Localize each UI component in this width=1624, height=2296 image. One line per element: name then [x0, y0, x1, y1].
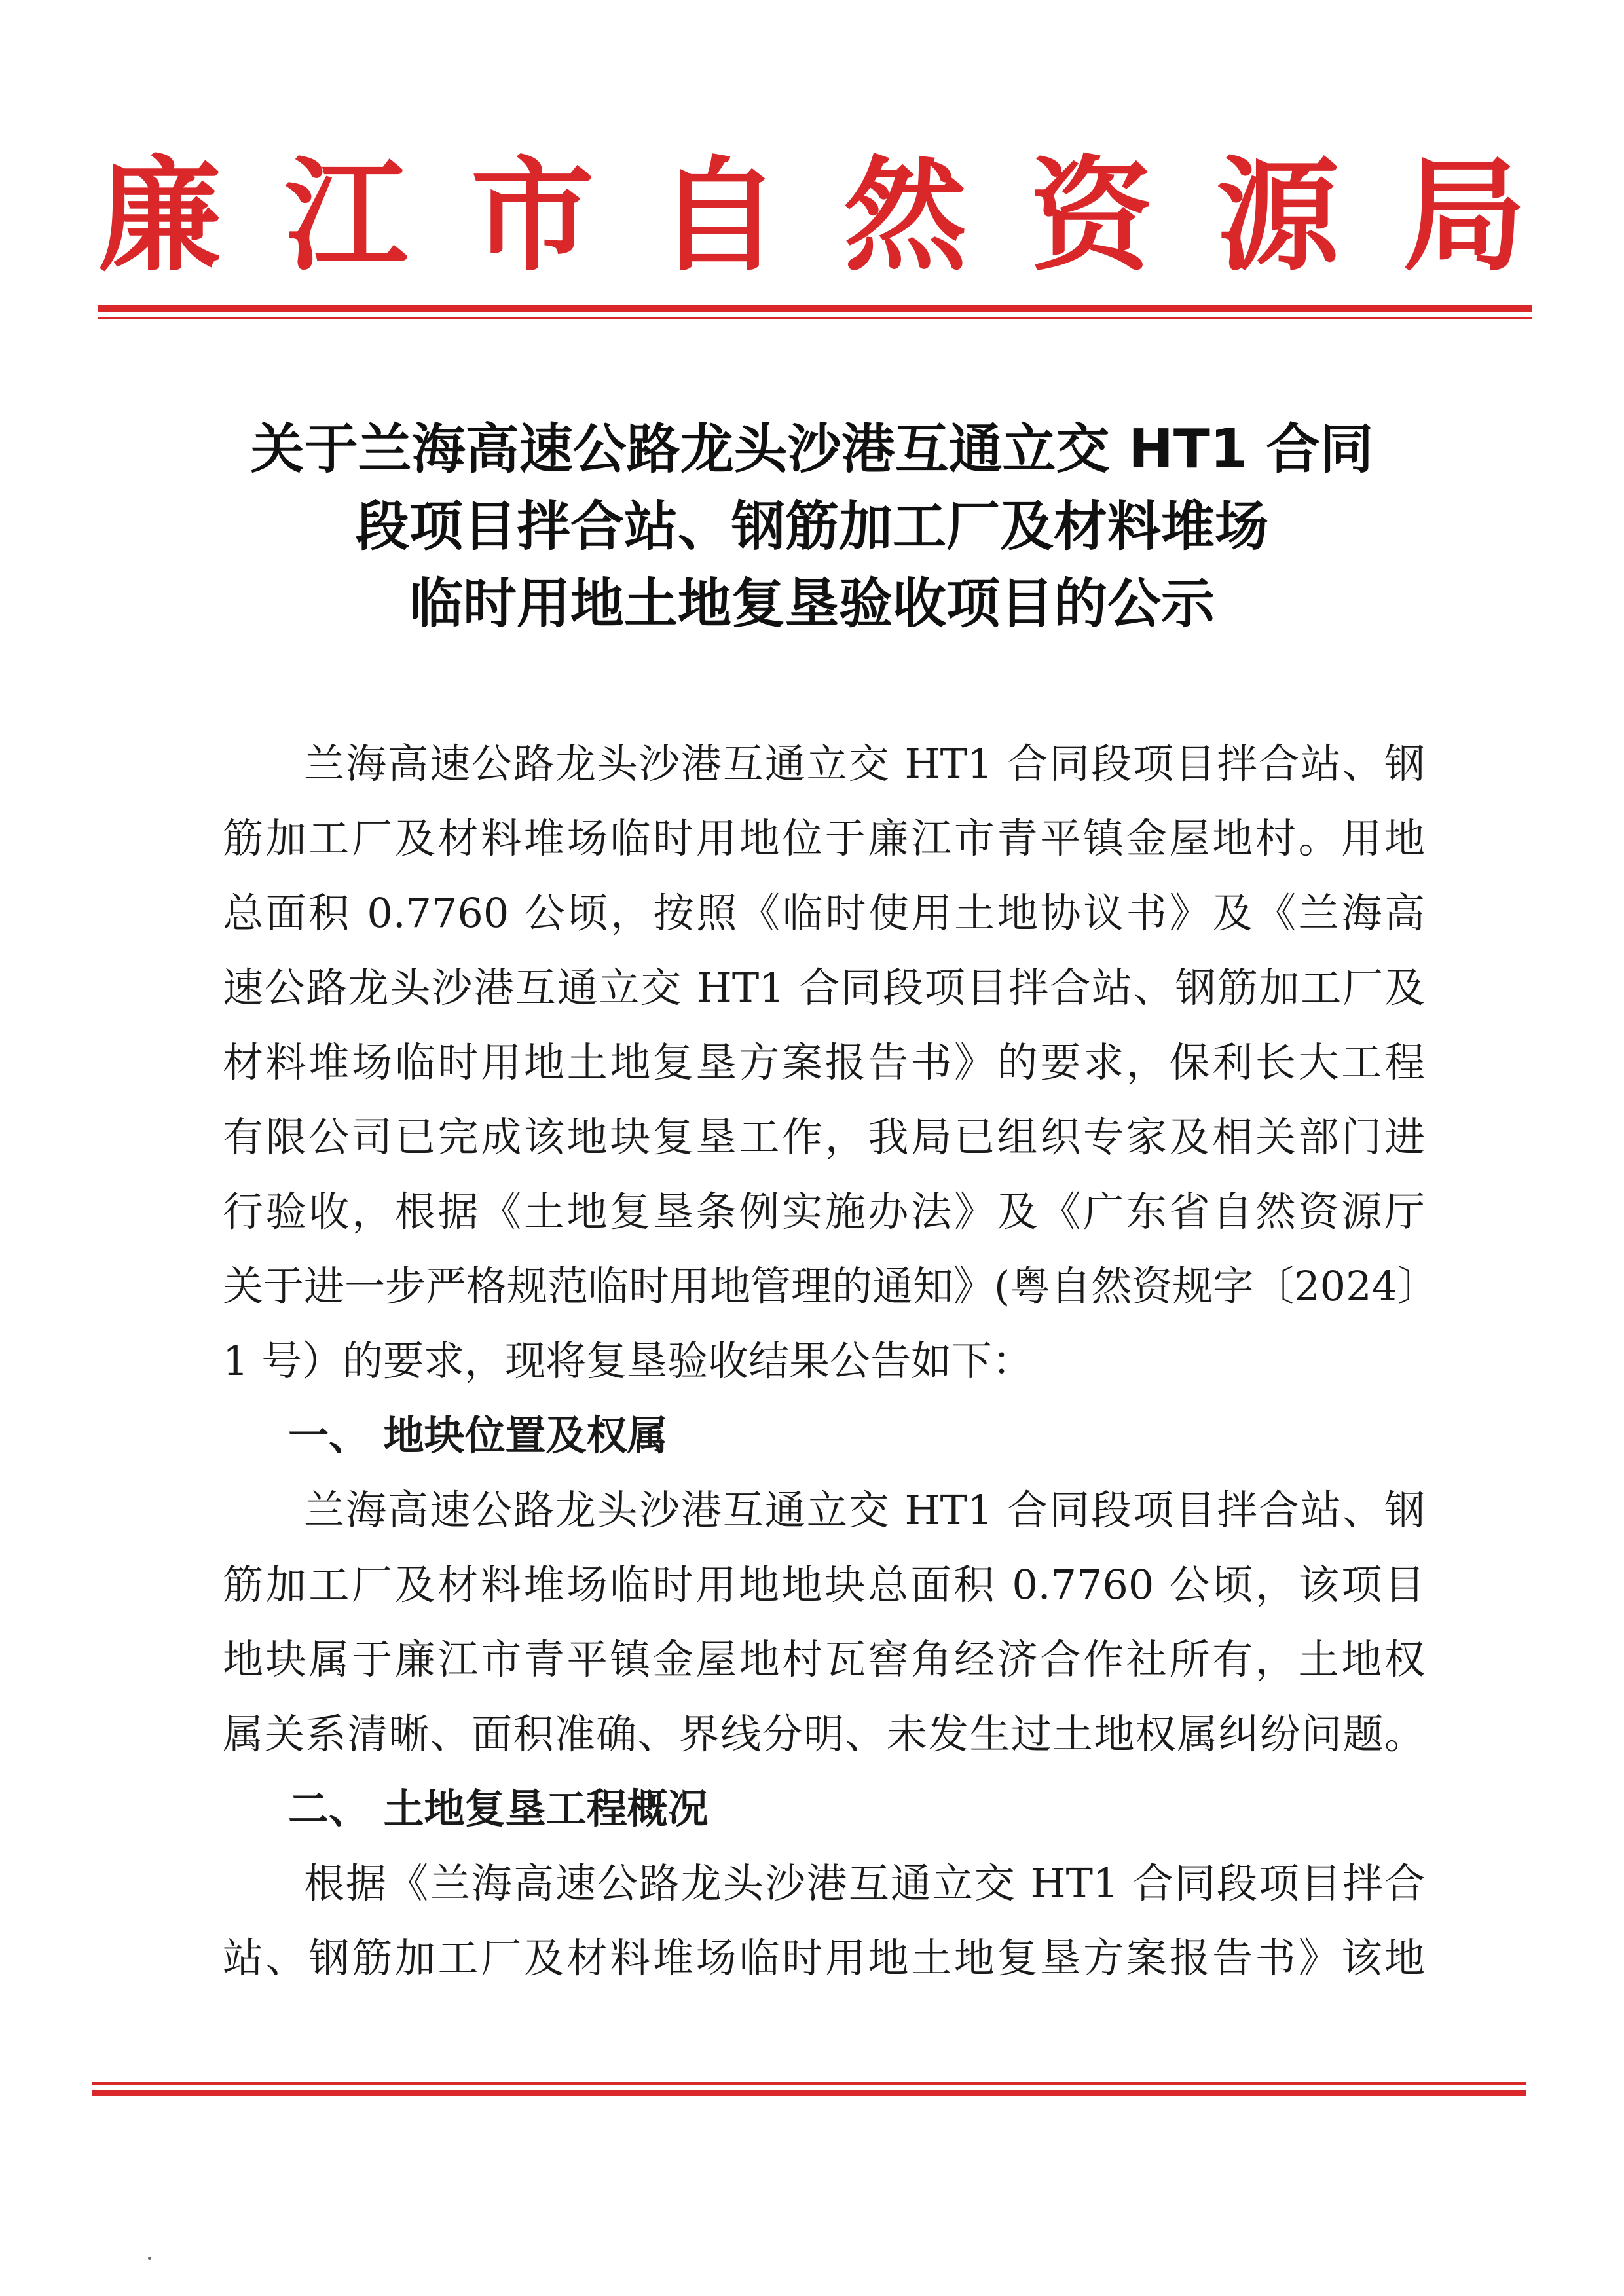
header-character: 江 — [284, 143, 408, 288]
intro-line: 筋加工厂及材料堆场临时用地位于廉江市青平镇金屋地村。用地 — [223, 814, 1425, 862]
scan-speck — [148, 2257, 151, 2260]
header-character: 市 — [471, 143, 595, 288]
intro-line: 有限公司已完成该地块复垦工作，我局已组织专家及相关部门进 — [223, 1113, 1425, 1161]
intro-line: 总面积 0.7760 公顷，按照《临时使用土地协议书》及《兰海高 — [223, 889, 1425, 937]
title-line-3: 临时用地土地复垦验收项目的公示 — [409, 573, 1215, 635]
intro-line: 1 号）的要求，现将复垦验收结果公告如下： — [223, 1337, 1033, 1385]
document-title — [164, 411, 1460, 643]
section-heading-reclamation-overview: 二、 土地复垦工程概况 — [288, 1785, 709, 1832]
header-rule-thin — [98, 317, 1532, 319]
issuing-authority-header — [98, 143, 1526, 288]
section-heading-land-location-ownership: 一、 地块位置及权属 — [288, 1412, 668, 1459]
header-character: 局 — [1402, 143, 1526, 288]
section1-line: 兰海高速公路龙头沙港互通立交 HT1 合同段项目拌合站、钢 — [304, 1486, 1425, 1534]
title-line-2: 段项目拌合站、钢筋加工厂及材料堆场 — [355, 496, 1268, 558]
footer-rule-thick — [92, 2090, 1526, 2096]
section2-line: 站、钢筋加工厂及材料堆场临时用地土地复垦方案报告书》该地 — [223, 1934, 1425, 1982]
title-line-1: 关于兰海高速公路龙头沙港互通立交 HT1 合同 — [250, 418, 1374, 481]
footer-rule-thin — [92, 2082, 1526, 2085]
section1-line: 属关系清晰、面积准确、界线分明、未发生过土地权属纠纷问题。 — [223, 1710, 1425, 1758]
header-character: 自 — [657, 143, 781, 288]
intro-line: 关于进一步严格规范临时用地管理的通知》(粤自然资规字〔2024〕 — [223, 1262, 1438, 1310]
section1-line: 地块属于廉江市青平镇金屋地村瓦窖角经济合作社所有，土地权 — [223, 1635, 1425, 1683]
header-character: 然 — [843, 143, 967, 288]
header-character: 资 — [1029, 143, 1153, 288]
section2-line: 根据《兰海高速公路龙头沙港互通立交 HT1 合同段项目拌合 — [304, 1859, 1425, 1907]
header-character: 源 — [1216, 143, 1340, 288]
document-body — [223, 727, 1438, 1995]
header-character: 廉 — [98, 143, 221, 288]
intro-line: 兰海高速公路龙头沙港互通立交 HT1 合同段项目拌合站、钢 — [304, 740, 1425, 788]
intro-line: 材料堆场临时用地土地复垦方案报告书》的要求，保利长大工程 — [223, 1038, 1425, 1086]
intro-line: 速公路龙头沙港互通立交 HT1 合同段项目拌合站、钢筋加工厂及 — [223, 964, 1425, 1011]
intro-line: 行验收，根据《土地复垦条例实施办法》及《广东省自然资源厅 — [223, 1188, 1425, 1235]
header-rule-thick — [98, 305, 1532, 312]
section1-line: 筋加工厂及材料堆场临时用地地块总面积 0.7760 公顷，该项目 — [223, 1561, 1425, 1609]
